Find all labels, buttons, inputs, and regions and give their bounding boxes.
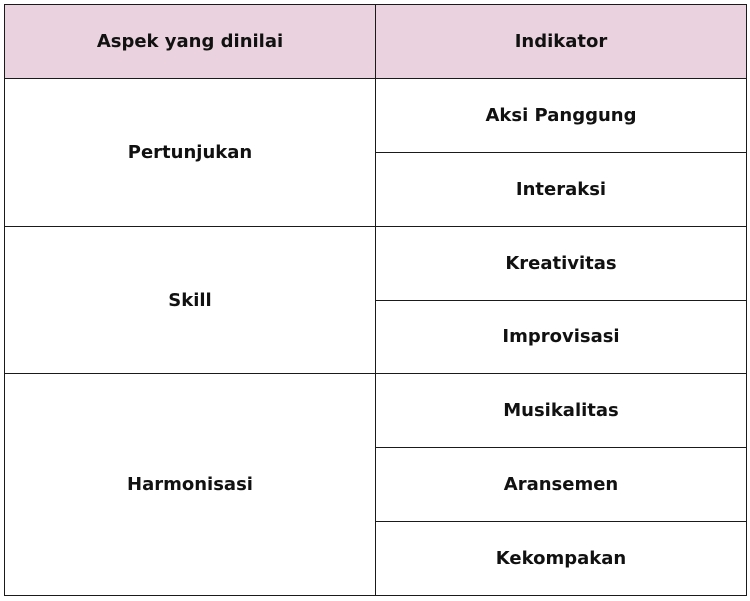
indikator-cell: Musikalitas <box>376 374 747 448</box>
indikator-cell: Kekompakan <box>376 522 747 596</box>
table-row <box>5 79 747 153</box>
header-row <box>5 5 747 79</box>
table-row <box>5 226 747 300</box>
indikator-cell: Kreativitas <box>376 226 747 300</box>
indikator-cell: Interaksi <box>376 152 747 226</box>
indikator-cell: Improvisasi <box>376 300 747 374</box>
indikator-cell: Aransemen <box>376 448 747 522</box>
header-aspek: Aspek yang dinilai <box>5 5 376 79</box>
aspek-cell-pertunjukan: Pertunjukan <box>5 79 376 227</box>
aspek-cell-skill: Skill <box>5 226 376 374</box>
header-indikator: Indikator <box>376 5 747 79</box>
assessment-table <box>4 4 747 596</box>
indikator-cell: Aksi Panggung <box>376 79 747 153</box>
table-row <box>5 374 747 448</box>
aspek-cell-harmonisasi: Harmonisasi <box>5 374 376 596</box>
